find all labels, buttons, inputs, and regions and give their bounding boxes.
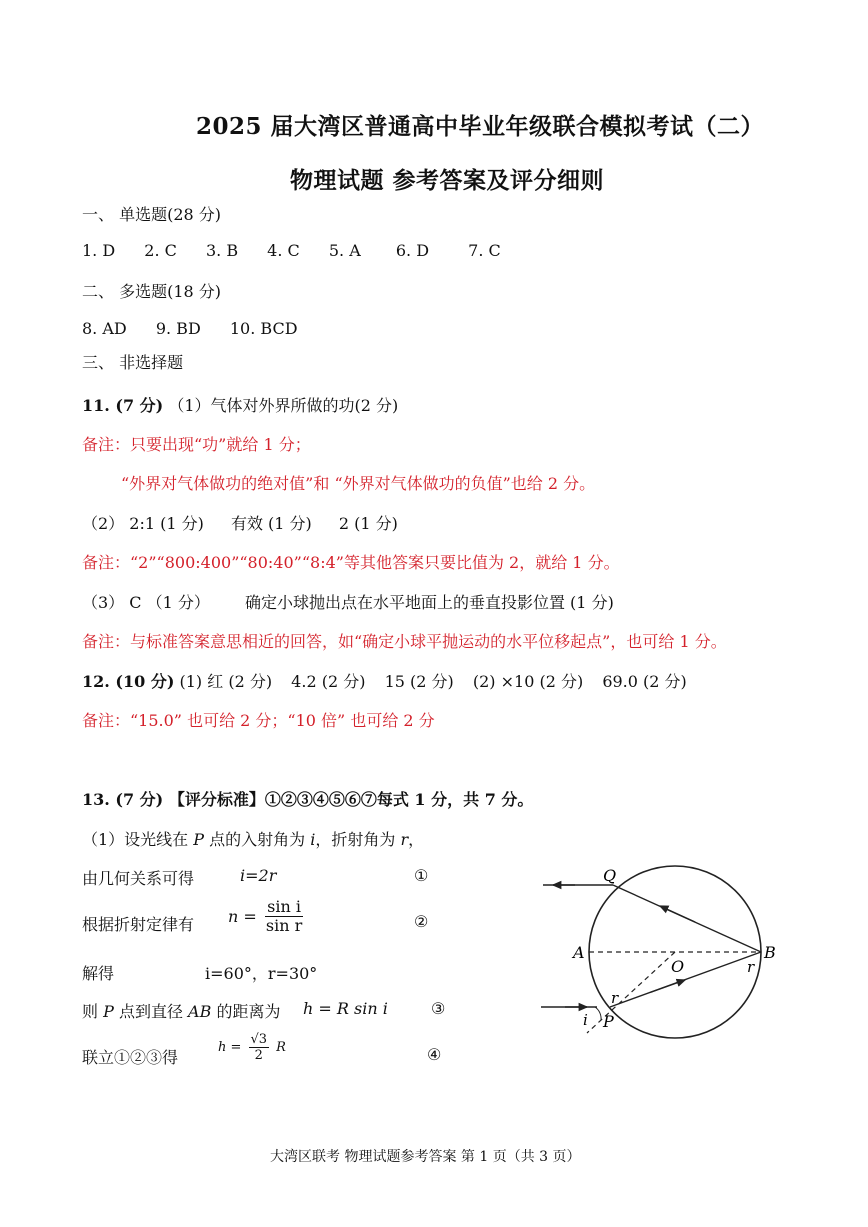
q11-part1 bbox=[82, 393, 398, 416]
label-o: O bbox=[671, 957, 685, 976]
q13-step4-eq: h = R sin i bbox=[303, 999, 388, 1018]
q13-step2-mark: ② bbox=[414, 912, 429, 931]
section2-answers bbox=[82, 319, 298, 338]
label-p: P bbox=[603, 1012, 614, 1031]
q12-answers bbox=[82, 669, 687, 692]
answer-6: 6. D bbox=[395, 241, 430, 260]
answer-9: 9. BD bbox=[155, 319, 201, 338]
q12-part-c: 15 (2 分) bbox=[384, 672, 454, 691]
section3-heading: 三、 非选择题 bbox=[82, 353, 184, 372]
answer-1: 1. D bbox=[82, 241, 116, 260]
reflected-ray-arrow bbox=[660, 906, 695, 922]
q13-step1-eq: i=2r bbox=[240, 866, 277, 885]
label-i: i bbox=[583, 1011, 588, 1029]
answer-4: 4. C bbox=[267, 241, 300, 260]
q13-step5-num: √3 bbox=[250, 1032, 268, 1047]
q13-step2-lhs: n = bbox=[228, 907, 257, 926]
q12-part-d: (2) ×10 (2 分) bbox=[472, 672, 584, 691]
q13-step3-text: 解得 bbox=[82, 964, 115, 983]
q13-step4-text-a: 则 bbox=[82, 1002, 104, 1021]
q11-part3 bbox=[82, 590, 614, 613]
q13-step5-lhs: h = bbox=[218, 1040, 242, 1055]
answer-10: 10. BCD bbox=[229, 319, 298, 338]
section1-heading: 一、 单选题(28 分) bbox=[82, 205, 222, 224]
q11-part2-a: （2） 2:1 (1 分) bbox=[82, 514, 204, 533]
answer-7: 7. C bbox=[468, 241, 501, 260]
q13-intro-text: 点的入射角为 bbox=[204, 830, 311, 849]
q13-step2-fraction bbox=[264, 898, 304, 935]
page-footer: 大湾区联考 物理试题参考答案 第 1 页（共 3 页） bbox=[270, 1149, 581, 1165]
q13-step5-rhs: R bbox=[276, 1040, 286, 1055]
angle-i-arc bbox=[595, 1007, 601, 1020]
q13-criteria: 【评分标准】①②③④⑤⑥⑦每式 1 分，共 7 分。 bbox=[168, 790, 534, 809]
q13-step5-fraction bbox=[249, 1032, 270, 1063]
q13-intro bbox=[82, 827, 424, 850]
q11-note1b: “外界对气体做功的绝对值”和 “外界对气体做功的负值”也给 2 分。 bbox=[121, 474, 596, 493]
q13-step2-text: 根据折射定律有 bbox=[82, 915, 195, 934]
q13-step1-text: 由几何关系可得 bbox=[82, 869, 195, 888]
label-r-b: r bbox=[747, 958, 755, 976]
q13-step5-eq bbox=[218, 1032, 286, 1063]
q13-step5-mark: ④ bbox=[427, 1045, 442, 1064]
q13-intro-i: i bbox=[310, 830, 316, 849]
q12-label: 12. (10 分) bbox=[82, 672, 175, 691]
q13-step5-den: 2 bbox=[254, 1048, 263, 1063]
section2-heading: 二、 多选题(18 分) bbox=[82, 282, 222, 301]
q13-step4-text bbox=[82, 999, 280, 1022]
q11-note1a: 备注：只要出现“功”就给 1 分； bbox=[82, 435, 311, 454]
answer-5: 5. A bbox=[328, 241, 361, 260]
q11-label: 11. (7 分) bbox=[82, 396, 164, 415]
q13-step4-p: P bbox=[103, 1002, 114, 1021]
q11-part3-b: 确定小球抛出点在水平地面上的垂直投影位置 (1 分) bbox=[244, 593, 614, 612]
q13-step1-mark: ① bbox=[414, 866, 429, 885]
q13-step4-text-b: 点到直径 bbox=[113, 1002, 189, 1021]
q13-step3-eq: i=60°，r=30° bbox=[205, 964, 318, 983]
q13-intro-text: ， bbox=[408, 830, 425, 849]
q11-part2-c: 2 (1 分) bbox=[338, 514, 398, 533]
q13-step4-text-c: 的距离为 bbox=[211, 1002, 281, 1021]
q13-intro-p: P bbox=[193, 830, 205, 849]
label-b: B bbox=[764, 943, 776, 962]
refraction-diagram bbox=[535, 855, 795, 1045]
q13-step5-text: 联立①②③得 bbox=[82, 1048, 179, 1067]
q13-intro-text: （1）设光线在 bbox=[82, 830, 194, 849]
page-title: 2025 届大湾区普通高中毕业年级联合模拟考试（二） bbox=[196, 113, 765, 140]
q13-step2-den: sin r bbox=[265, 916, 303, 935]
q13-intro-r: r bbox=[400, 830, 409, 849]
q13-header bbox=[82, 787, 533, 810]
q13-step2-eq bbox=[228, 898, 306, 935]
q11-part2 bbox=[82, 511, 398, 534]
refracted-ray-pb bbox=[610, 952, 761, 1007]
q11-part2-b: 有效 (1 分) bbox=[230, 514, 312, 533]
q13-step2-num: sin i bbox=[267, 897, 301, 916]
q11-part3-a: （3） C （1 分） bbox=[82, 593, 210, 612]
q11-part1-text: （1）气体对外界所做的功(2 分) bbox=[168, 396, 399, 415]
answer-8: 8. AD bbox=[82, 319, 127, 338]
label-a: A bbox=[573, 943, 585, 962]
q13-intro-text: ，折射角为 bbox=[315, 830, 401, 849]
page-subtitle: 物理试题 参考答案及评分细则 bbox=[290, 167, 605, 194]
q13-step4-ab: AB bbox=[188, 1002, 212, 1021]
label-r-p: r bbox=[611, 989, 619, 1007]
q11-note3: 备注：与标准答案意思相近的回答，如“确定小球平抛运动的水平位移起点”，也可给 1 分。 bbox=[82, 632, 727, 651]
refracted-ray-arrow bbox=[650, 980, 685, 993]
q13-step4-mark: ③ bbox=[431, 999, 446, 1018]
answer-2: 2. C bbox=[144, 241, 177, 260]
q12-part-a: (1) 红 (2 分) bbox=[179, 672, 273, 691]
q12-part-b: 4.2 (2 分) bbox=[291, 672, 366, 691]
answer-3: 3. B bbox=[205, 241, 239, 260]
q12-part-e: 69.0 (2 分) bbox=[602, 672, 687, 691]
q12-note: 备注：“15.0” 也可给 2 分；“10 倍” 也可给 2 分 bbox=[82, 711, 435, 730]
q13-label: 13. (7 分) bbox=[82, 790, 164, 809]
section1-answers bbox=[82, 241, 501, 260]
q11-note2: 备注：“2”“800:400”“80:40”“8:4”等其他答案只要比值为 2，就给 1 分。 bbox=[82, 553, 620, 572]
normal-line-op bbox=[587, 952, 675, 1033]
label-q: Q bbox=[603, 866, 617, 885]
